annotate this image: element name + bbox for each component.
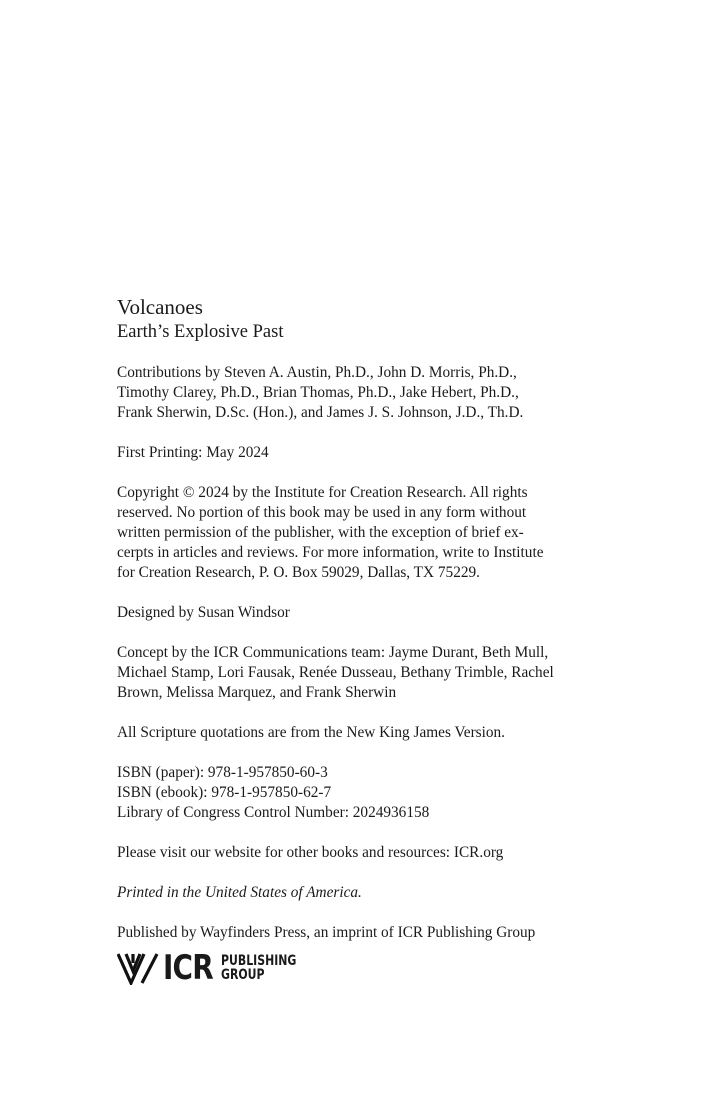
concept-line: Brown, Melissa Marquez, and Frank Sherwin [117, 684, 397, 701]
published-by: Published by Wayfinders Press, an imprint of ICR Publishing Group [117, 924, 536, 941]
logo-icr-text: ICR [163, 948, 213, 988]
concept-line: Concept by the ICR Communications team: Jayme Durant, Beth Mull, [117, 644, 549, 661]
logo-line2: GROUP [221, 967, 265, 983]
copyright-line: for Creation Research, P. O. Box 59029, Dallas, TX 75229. [117, 564, 480, 581]
copyright-line: written permission of the publisher, with the exception of brief ex- [117, 524, 524, 541]
website-note: Please visit our website for other books and resources: ICR.org [117, 844, 504, 861]
wayfinder-chevron-icon [117, 951, 159, 985]
copyright-line: cerpts in articles and reviews. For more information, write to Institute [117, 544, 544, 561]
contributions [117, 363, 523, 423]
identifiers [117, 763, 429, 823]
designed-by: Designed by Susan Windsor [117, 604, 290, 621]
lccn: Library of Congress Control Number: 2024936158 [117, 804, 430, 821]
icr-publishing-logo [117, 950, 318, 986]
contributions-line: Frank Sherwin, D.Sc. (Hon.), and James J. S. Johnson, J.D., Th.D. [117, 404, 524, 421]
first-printing: First Printing: May 2024 [117, 444, 269, 461]
concept-line: Michael Stamp, Lori Fausak, Renée Dusseau, Bethany Trimble, Rachel [117, 664, 554, 681]
book-subtitle: Earth’s Explosive Past [117, 322, 284, 342]
copyright-notice [117, 483, 544, 583]
scripture-note: All Scripture quotations are from the New King James Version. [117, 724, 506, 741]
concept-credits [117, 643, 554, 703]
isbn-ebook: ISBN (ebook): 978-1-957850-62-7 [117, 784, 332, 801]
contributions-line: Contributions by Steven A. Austin, Ph.D., John D. Morris, Ph.D., [117, 364, 517, 381]
logo-line1: PUBLISHING [221, 953, 297, 969]
printed-in: Printed in the United States of America. [117, 884, 362, 901]
book-title: Volcanoes [117, 295, 203, 319]
contributions-line: Timothy Clarey, Ph.D., Brian Thomas, Ph.D., Jake Hebert, Ph.D., [117, 384, 519, 401]
copyright-line: reserved. No portion of this book may be used in any form without [117, 504, 527, 521]
copyright-line: Copyright © 2024 by the Institute for Creation Research. All rights [117, 484, 528, 501]
logo-publishing-group [221, 954, 296, 982]
isbn-paper: ISBN (paper): 978-1-957850-60-3 [117, 764, 328, 781]
